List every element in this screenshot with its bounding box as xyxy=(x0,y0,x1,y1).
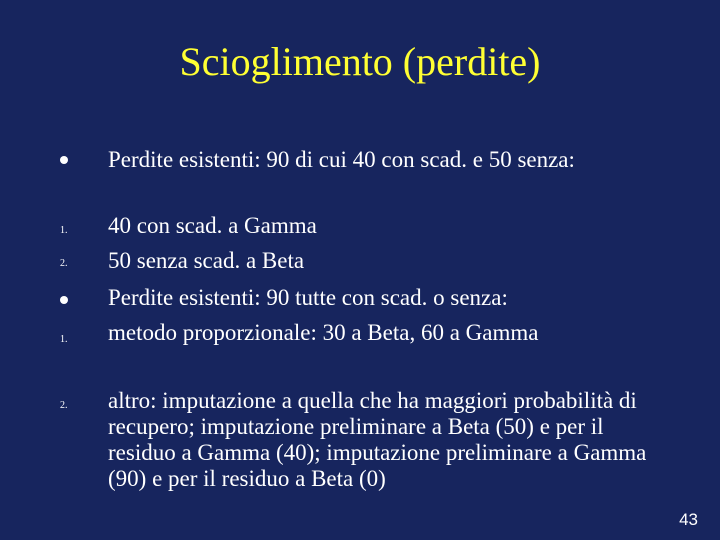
list-item: Perdite esistenti: 90 tutte con scad. o senza: xyxy=(108,285,508,310)
number-marker: 2. xyxy=(60,400,68,411)
list-item: altro: imputazione a quella che ha maggiori probabilità di recupero; imputazione preliminare a Beta (50) e per il residuo a Gamma (40); imputazione preliminare a Gamma (90) e per il residuo a Beta (0) xyxy=(108,388,647,491)
number-marker: 1. xyxy=(60,334,68,345)
list-item: 40 con scad. a Gamma xyxy=(108,213,317,238)
number-marker: 1. xyxy=(60,225,68,236)
slide-title: Scioglimento (perdite) xyxy=(179,39,541,84)
list-item: 50 senza scad. a Beta xyxy=(108,248,305,273)
bullet-marker xyxy=(60,156,68,164)
page-number: 43 xyxy=(679,510,698,529)
bullet-marker xyxy=(60,296,68,304)
list-item: Perdite esistenti: 90 di cui 40 con scad. e 50 senza: xyxy=(108,147,575,172)
number-marker: 2. xyxy=(60,258,68,269)
list-item: metodo proporzionale: 30 a Beta, 60 a Gamma xyxy=(108,320,539,345)
